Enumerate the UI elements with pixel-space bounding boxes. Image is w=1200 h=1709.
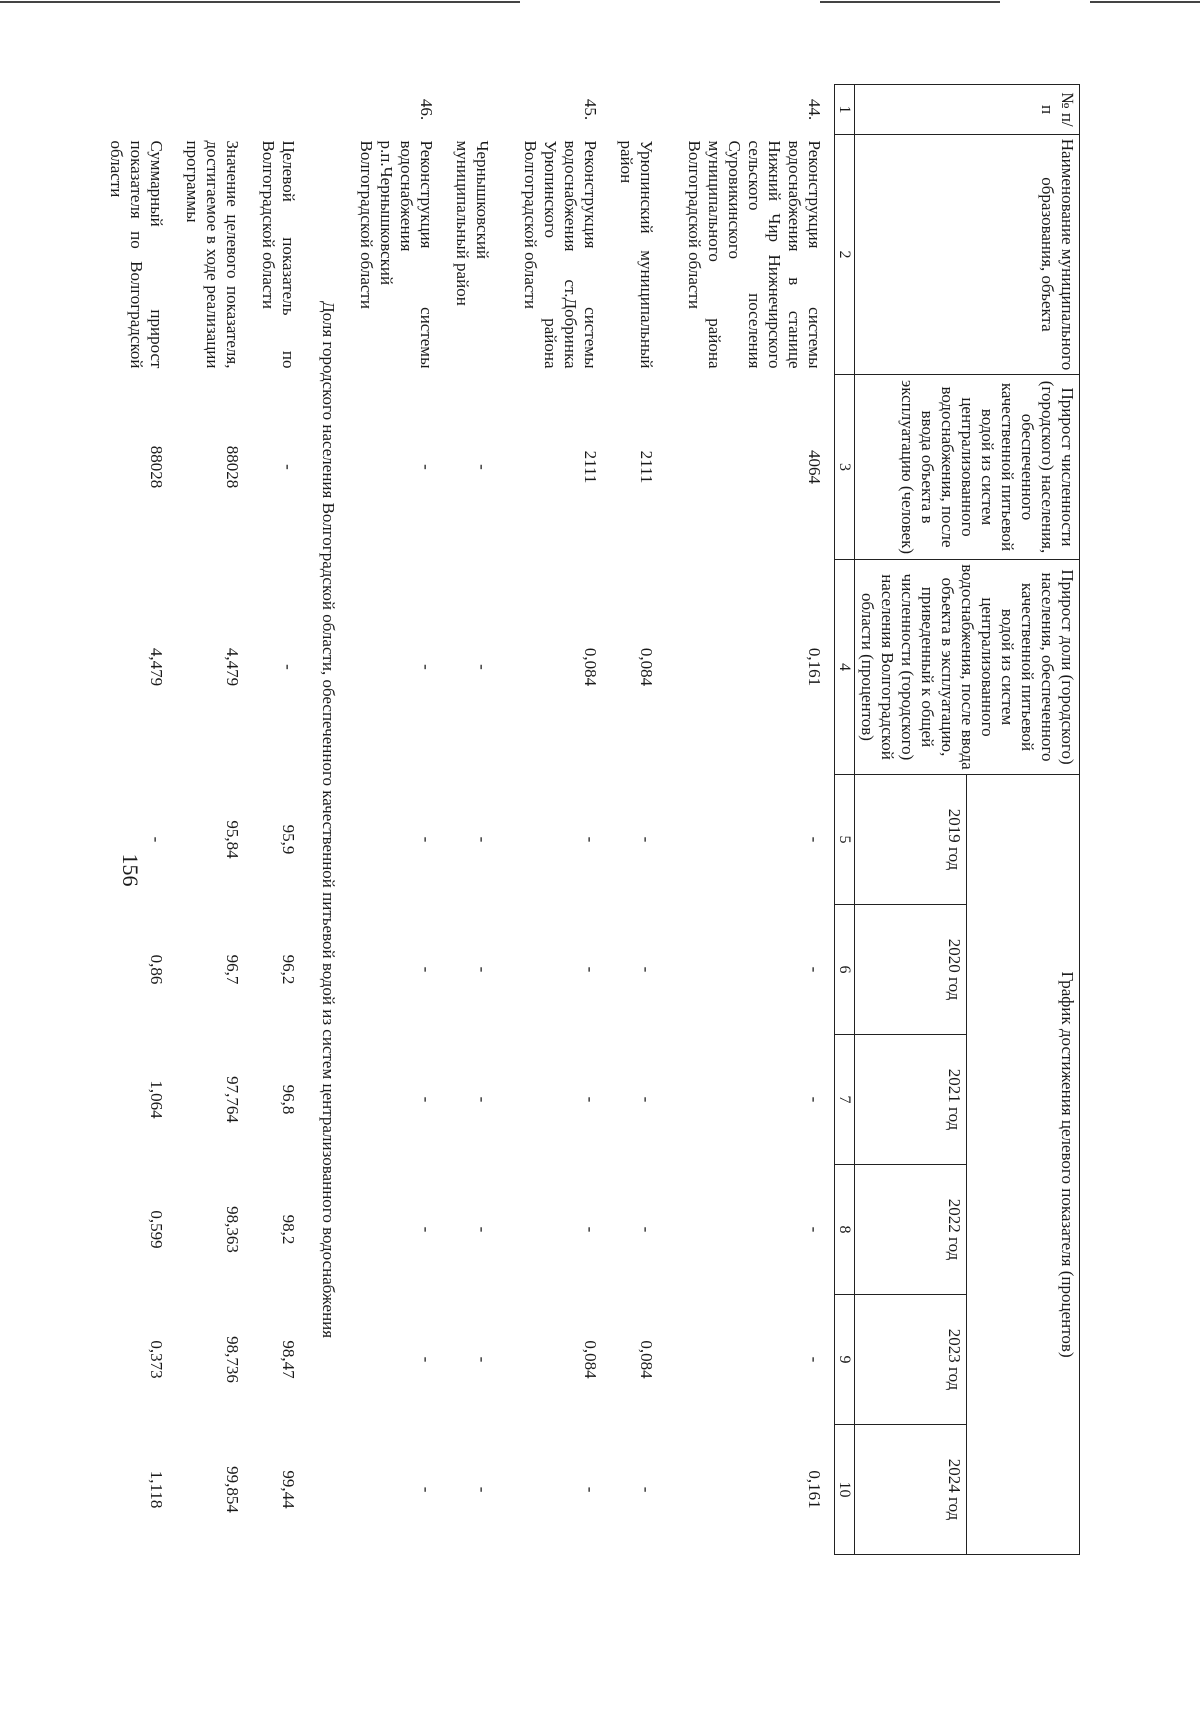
row-value: 0,084: [637, 1340, 656, 1379]
row-population: 2111: [581, 450, 600, 484]
row-num: [610, 85, 678, 135]
row-value: -: [581, 1486, 600, 1493]
row-name: Урюпинский муниципальный район: [617, 140, 656, 369]
scan-edge-line: [0, 1, 520, 3]
row-value: -: [473, 1096, 492, 1103]
row-value: 0,599: [147, 1210, 166, 1249]
row-num: [252, 85, 308, 135]
row-num: 45.: [581, 98, 600, 121]
row-value: -: [417, 1356, 436, 1363]
row-population: 2111: [637, 450, 656, 484]
row-value: -: [147, 836, 166, 843]
column-number: 4: [835, 560, 855, 775]
summary-row: [252, 85, 308, 1555]
row-value: 99,854: [223, 1466, 242, 1513]
row-value: -: [581, 1226, 600, 1233]
row-num: [176, 85, 252, 135]
section-title: Доля городского населения Волгоградской области, обеспеченного качественной питьевой водой из систем централизованного водоснабжения: [319, 300, 338, 1339]
table-row: [350, 85, 446, 1555]
row-value: -: [678, 1165, 835, 1295]
scan-top-edge: [0, 0, 1200, 4]
row-share: 0,084: [637, 647, 656, 687]
row-population: 88028: [223, 445, 242, 489]
row-num: [100, 85, 176, 135]
header-schedule: График достижения целевого показателя (процентов): [967, 775, 1080, 1555]
row-name: Чернышковский муниципальный район: [453, 140, 492, 306]
table-row: [446, 85, 514, 1555]
header-year: 2020 год: [855, 905, 968, 1035]
row-value: -: [678, 1035, 835, 1165]
row-population: -: [279, 464, 298, 470]
row-num: 44.: [678, 85, 835, 135]
row-name: Значение целевого показателя, достигаемое в ходе реализации программы: [183, 140, 242, 369]
row-value: 1,064: [147, 1080, 166, 1119]
header-year: 2024 год: [855, 1425, 968, 1555]
row-name: Реконструкция системы водоснабжения в станице Нижний Чир Нижнечирского сельского поселения Суровикинского муниципального района Волгоградской области: [678, 135, 835, 375]
row-value: -: [417, 1096, 436, 1103]
row-value: -: [473, 1356, 492, 1363]
row-share: 4,479: [147, 647, 166, 687]
header-year: 2022 год: [855, 1165, 968, 1295]
header-share: Прирост доли (городского) населения, обеспеченного качественной питьевой водой из систем централизованного водоснабжения, после ввода объекта в эксплуатацию, приведенный к общей численности (городского) населения Волгоградской области (процентов): [855, 560, 1080, 775]
row-value: -: [637, 966, 656, 973]
row-value: 98,736: [223, 1336, 242, 1383]
row-value: -: [473, 1226, 492, 1233]
summary-row: [100, 85, 176, 1555]
header-year: 2021 год: [855, 1035, 968, 1165]
row-value: 97,764: [223, 1076, 242, 1123]
table-row: [678, 85, 835, 1555]
row-value: 98,47: [279, 1340, 298, 1379]
row-value: -: [678, 775, 835, 905]
row-value: 95,84: [223, 820, 242, 859]
row-value: -: [417, 966, 436, 973]
row-share: 0,161: [678, 560, 835, 775]
row-population: -: [417, 464, 436, 470]
column-number: 9: [835, 1295, 855, 1425]
row-value: -: [473, 836, 492, 843]
row-value: -: [473, 1486, 492, 1493]
row-population: 4064: [678, 375, 835, 560]
row-value: 98,2: [279, 1214, 298, 1245]
header-name: Наименование муниципального образования, объекта: [855, 135, 1080, 375]
row-name: Реконструкция системы водоснабжения р.п.Чернышковский Волгоградской области: [357, 140, 436, 369]
column-number: 5: [835, 775, 855, 905]
row-value: 1,118: [147, 1470, 166, 1509]
row-value: 98,363: [223, 1206, 242, 1253]
summary-row: [176, 85, 252, 1555]
column-number: 7: [835, 1035, 855, 1165]
column-number: 1: [835, 85, 855, 135]
table-row: [610, 85, 678, 1555]
column-number: 6: [835, 905, 855, 1035]
column-number: 8: [835, 1165, 855, 1295]
row-value: 96,2: [279, 954, 298, 985]
column-number: 10: [835, 1425, 855, 1555]
row-name: Целевой показатель по Волгоградской области: [259, 140, 298, 369]
data-table: [100, 84, 1080, 1555]
row-value: -: [637, 1226, 656, 1233]
row-value: -: [678, 1295, 835, 1425]
row-value: -: [637, 836, 656, 843]
column-number: 2: [835, 135, 855, 375]
row-value: 99,44: [279, 1470, 298, 1509]
row-value: 0,084: [581, 1340, 600, 1379]
row-share: 0,084: [581, 647, 600, 687]
row-share: 4,479: [223, 647, 242, 687]
column-number: 3: [835, 375, 855, 560]
row-population: 88028: [147, 445, 166, 489]
row-share: -: [279, 664, 298, 670]
row-num: [446, 85, 514, 135]
row-value: -: [581, 1096, 600, 1103]
row-value: 95,9: [279, 824, 298, 855]
row-value: -: [473, 966, 492, 973]
row-value: -: [637, 1096, 656, 1103]
row-value: -: [417, 1486, 436, 1493]
row-value: -: [581, 966, 600, 973]
row-value: -: [417, 836, 436, 843]
row-value: -: [581, 836, 600, 843]
row-name: Реконструкция системы водоснабжения ст.Добринка Урюпинского района Волгоградской области: [521, 140, 600, 369]
row-value: 0,373: [147, 1340, 166, 1379]
section-row: [308, 85, 350, 1555]
header-year: 2023 год: [855, 1295, 968, 1425]
row-population: -: [473, 464, 492, 470]
row-share: -: [417, 664, 436, 670]
row-value: -: [678, 905, 835, 1035]
row-value: 96,8: [279, 1084, 298, 1115]
table-row: [514, 85, 610, 1555]
header-population: Прирост численности (городского) населения, обеспеченного качественной питьевой водой из систем централизованного водоснабжения, после ввода объекта в эксплуатацию (человек): [855, 375, 1080, 560]
row-value: 96,7: [223, 954, 242, 985]
scan-edge-line: [1090, 1, 1200, 3]
row-value: 0,161: [678, 1425, 835, 1555]
row-value: -: [417, 1226, 436, 1233]
scan-edge-line: [820, 1, 1000, 3]
row-share: -: [473, 664, 492, 670]
page-number: 156: [118, 853, 143, 887]
row-value: -: [637, 1486, 656, 1493]
row-value: 0,86: [147, 954, 166, 985]
header-num: № п/п: [855, 85, 1080, 135]
header-year: 2019 год: [855, 775, 968, 905]
row-name: Суммарный прирост показателя по Волгоградской области: [107, 140, 166, 369]
row-num: 46.: [417, 98, 436, 121]
